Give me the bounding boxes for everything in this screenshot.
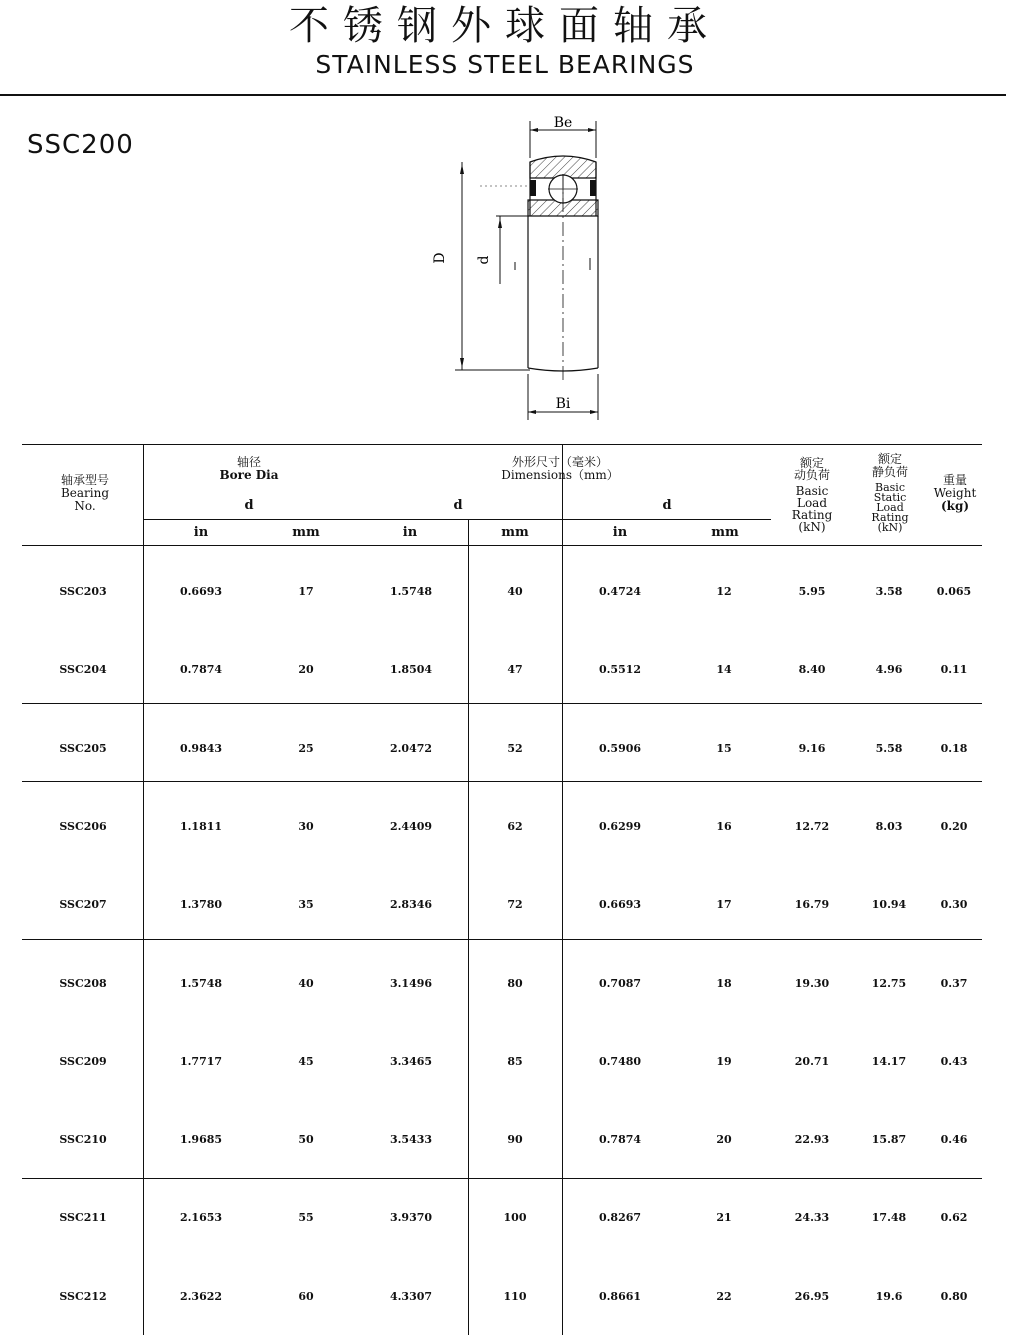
unit-in-3: in xyxy=(612,525,628,540)
cell-bearing-no: SSC205 xyxy=(59,741,107,755)
header-stat-en2: Static xyxy=(873,491,907,504)
cell-width-in: 0.6693 xyxy=(598,898,642,912)
cell-outer-mm: 52 xyxy=(507,741,523,755)
cell-static-load: 10.94 xyxy=(871,898,907,912)
cell-bore-mm: 45 xyxy=(298,1054,314,1068)
cell-dynamic-load: 22.93 xyxy=(794,1133,830,1147)
cell-width-mm: 18 xyxy=(716,976,732,990)
cell-outer-mm: 85 xyxy=(507,1054,523,1068)
cell-dynamic-load: 20.71 xyxy=(794,1054,830,1068)
cell-bore-in: 1.5748 xyxy=(179,976,223,990)
cell-bore-in: 2.3622 xyxy=(179,1289,223,1303)
cell-width-mm: 17 xyxy=(716,898,732,912)
cell-outer-in: 1.8504 xyxy=(389,663,433,677)
cell-width-mm: 15 xyxy=(716,741,732,755)
cell-weight: 0.37 xyxy=(940,976,968,990)
be-label: Be xyxy=(553,115,573,131)
cell-outer-mm: 80 xyxy=(507,976,523,990)
model-label: SSC200 xyxy=(27,130,134,160)
cell-bore-mm: 55 xyxy=(298,1211,314,1225)
header-dim-en: Dimensions（mm） xyxy=(501,468,619,482)
cell-outer-mm: 100 xyxy=(503,1211,527,1225)
cell-bearing-no: SSC209 xyxy=(59,1054,107,1068)
cell-width-mm: 22 xyxy=(716,1289,732,1303)
header-stat-en3: Load xyxy=(876,501,904,514)
cell-static-load: 15.87 xyxy=(871,1133,907,1147)
cell-dynamic-load: 26.95 xyxy=(794,1289,830,1303)
cell-weight: 0.065 xyxy=(936,585,972,598)
cell-outer-in: 3.5433 xyxy=(389,1133,433,1147)
cell-outer-in: 2.4409 xyxy=(389,819,433,833)
cell-static-load: 4.96 xyxy=(875,663,903,677)
cell-width-mm: 19 xyxy=(716,1054,732,1068)
cell-bearing-no: SSC206 xyxy=(59,819,107,833)
cell-bearing-no: SSC210 xyxy=(59,1133,107,1147)
unit-mm-1: mm xyxy=(292,525,320,540)
cell-dynamic-load: 5.95 xyxy=(798,585,826,598)
header-bearing-cn: 轴承型号 xyxy=(60,473,109,487)
cell-width-mm: 20 xyxy=(716,1133,732,1147)
header-weight-cn: 重量 xyxy=(942,473,967,487)
cell-weight: 0.30 xyxy=(940,898,968,912)
header-stat-cn2: 静负荷 xyxy=(871,465,908,479)
cell-dynamic-load: 24.33 xyxy=(794,1211,830,1225)
cell-bore-in: 0.9843 xyxy=(179,741,223,755)
header-dyn-cn1: 额定 xyxy=(799,456,824,470)
cell-width-in: 0.7874 xyxy=(598,1133,642,1147)
cell-bore-in: 0.7874 xyxy=(179,663,223,677)
cell-static-load: 12.75 xyxy=(871,976,907,990)
cell-bore-mm: 50 xyxy=(298,1133,314,1147)
cell-bearing-no: SSC204 xyxy=(59,663,107,677)
header-dim-cn: 外形尺寸（毫米） xyxy=(511,455,608,469)
cell-width-in: 0.4724 xyxy=(598,585,642,598)
cell-width-in: 0.5512 xyxy=(598,663,642,677)
cell-outer-in: 4.3307 xyxy=(389,1289,433,1303)
cell-width-in: 0.7480 xyxy=(598,1054,642,1068)
cell-width-mm: 16 xyxy=(716,819,732,833)
cell-outer-mm: 110 xyxy=(503,1289,527,1303)
cell-bore-mm: 25 xyxy=(298,741,314,755)
title-chinese: 不锈钢外球面轴承 xyxy=(289,3,721,49)
cell-dynamic-load: 8.40 xyxy=(798,663,826,677)
header-bore-cn: 轴径 xyxy=(236,455,261,469)
cell-bearing-no: SSC203 xyxy=(59,585,107,598)
cell-width-mm: 14 xyxy=(716,663,732,677)
d-label: d xyxy=(476,255,492,265)
cell-width-in: 0.6299 xyxy=(598,819,642,833)
unit-in-2: in xyxy=(402,525,418,540)
cell-bore-in: 1.7717 xyxy=(179,1054,223,1068)
cell-dynamic-load: 16.79 xyxy=(794,898,830,912)
bi-label: Bi xyxy=(555,396,571,412)
header-bore-en: Bore Dia xyxy=(219,468,279,482)
cell-outer-in: 2.0472 xyxy=(389,741,433,755)
cell-weight: 0.11 xyxy=(940,663,968,677)
header-bearing-no: No. xyxy=(74,499,96,513)
sub-header-d1: d xyxy=(244,498,254,513)
cell-bearing-no: SSC208 xyxy=(59,976,107,990)
cell-outer-in: 3.9370 xyxy=(389,1211,433,1225)
cell-bearing-no: SSC212 xyxy=(59,1289,107,1303)
cell-outer-in: 2.8346 xyxy=(389,898,433,912)
unit-in-1: in xyxy=(193,525,209,540)
header-stat-cn1: 额定 xyxy=(877,452,902,466)
cell-bore-mm: 60 xyxy=(298,1289,314,1303)
cell-static-load: 8.03 xyxy=(875,819,903,833)
cell-weight: 0.18 xyxy=(940,741,968,755)
cell-weight: 0.20 xyxy=(940,819,968,833)
cell-width-mm: 12 xyxy=(716,585,732,598)
cell-weight: 0.80 xyxy=(940,1289,968,1303)
header-stat-en5: (kN) xyxy=(877,521,903,534)
cell-bore-in: 1.3780 xyxy=(179,898,223,912)
cell-outer-in: 3.3465 xyxy=(389,1054,433,1068)
title-english: STAINLESS STEEL BEARINGS xyxy=(315,50,695,79)
header-dyn-cn2: 动负荷 xyxy=(793,468,830,482)
cell-weight: 0.43 xyxy=(940,1054,968,1068)
cell-bore-mm: 40 xyxy=(298,976,314,990)
cell-static-load: 17.48 xyxy=(871,1211,907,1225)
cell-outer-in: 1.5748 xyxy=(389,585,433,598)
cell-width-mm: 21 xyxy=(716,1211,732,1225)
cell-width-in: 0.5906 xyxy=(598,741,642,755)
header-bearing-en: Bearing xyxy=(60,486,110,500)
cell-dynamic-load: 12.72 xyxy=(794,819,830,833)
header-weight-unit: (kg) xyxy=(940,499,970,513)
cell-outer-in: 3.1496 xyxy=(389,976,433,990)
cell-outer-mm: 40 xyxy=(507,585,523,598)
cell-bore-in: 1.9685 xyxy=(179,1133,223,1147)
header-dyn-en3: Rating xyxy=(791,508,833,522)
cell-outer-mm: 90 xyxy=(507,1133,523,1147)
header-stat-en1: Basic xyxy=(875,481,905,494)
cell-outer-mm: 62 xyxy=(507,819,523,833)
cell-bore-mm: 30 xyxy=(298,819,314,833)
header-stat-en4: Rating xyxy=(871,511,909,524)
cell-width-in: 0.8661 xyxy=(598,1289,642,1303)
sub-header-d3: d xyxy=(662,498,672,513)
cell-dynamic-load: 19.30 xyxy=(794,976,830,990)
cell-width-in: 0.7087 xyxy=(598,976,642,990)
cell-bore-mm: 35 xyxy=(298,898,314,912)
unit-mm-2: mm xyxy=(501,525,529,540)
cell-static-load: 19.6 xyxy=(875,1289,903,1303)
header-dyn-en4: (kN) xyxy=(798,520,826,534)
cell-outer-mm: 72 xyxy=(507,898,523,912)
cell-weight: 0.62 xyxy=(940,1211,968,1225)
cell-bore-mm: 20 xyxy=(298,663,314,677)
cell-bore-in: 0.6693 xyxy=(179,585,223,598)
cell-static-load: 3.58 xyxy=(875,585,903,598)
cell-bore-mm: 17 xyxy=(298,585,314,598)
header-weight-en: Weight xyxy=(933,486,977,500)
unit-mm-3: mm xyxy=(711,525,739,540)
header-dyn-en1: Basic xyxy=(795,484,829,498)
D-label: D xyxy=(432,252,448,264)
cell-bore-in: 1.1811 xyxy=(179,819,223,833)
cell-bore-in: 2.1653 xyxy=(179,1211,223,1225)
cell-width-in: 0.8267 xyxy=(598,1211,642,1225)
cell-bearing-no: SSC207 xyxy=(59,898,107,912)
cell-static-load: 14.17 xyxy=(871,1054,907,1068)
cell-dynamic-load: 9.16 xyxy=(798,741,826,755)
sub-header-d2: d xyxy=(453,498,463,513)
cell-outer-mm: 47 xyxy=(507,663,523,677)
header-dyn-en2: Load xyxy=(796,496,828,510)
cell-static-load: 5.58 xyxy=(875,741,903,755)
cell-bearing-no: SSC211 xyxy=(59,1211,107,1225)
cell-weight: 0.46 xyxy=(940,1133,968,1147)
